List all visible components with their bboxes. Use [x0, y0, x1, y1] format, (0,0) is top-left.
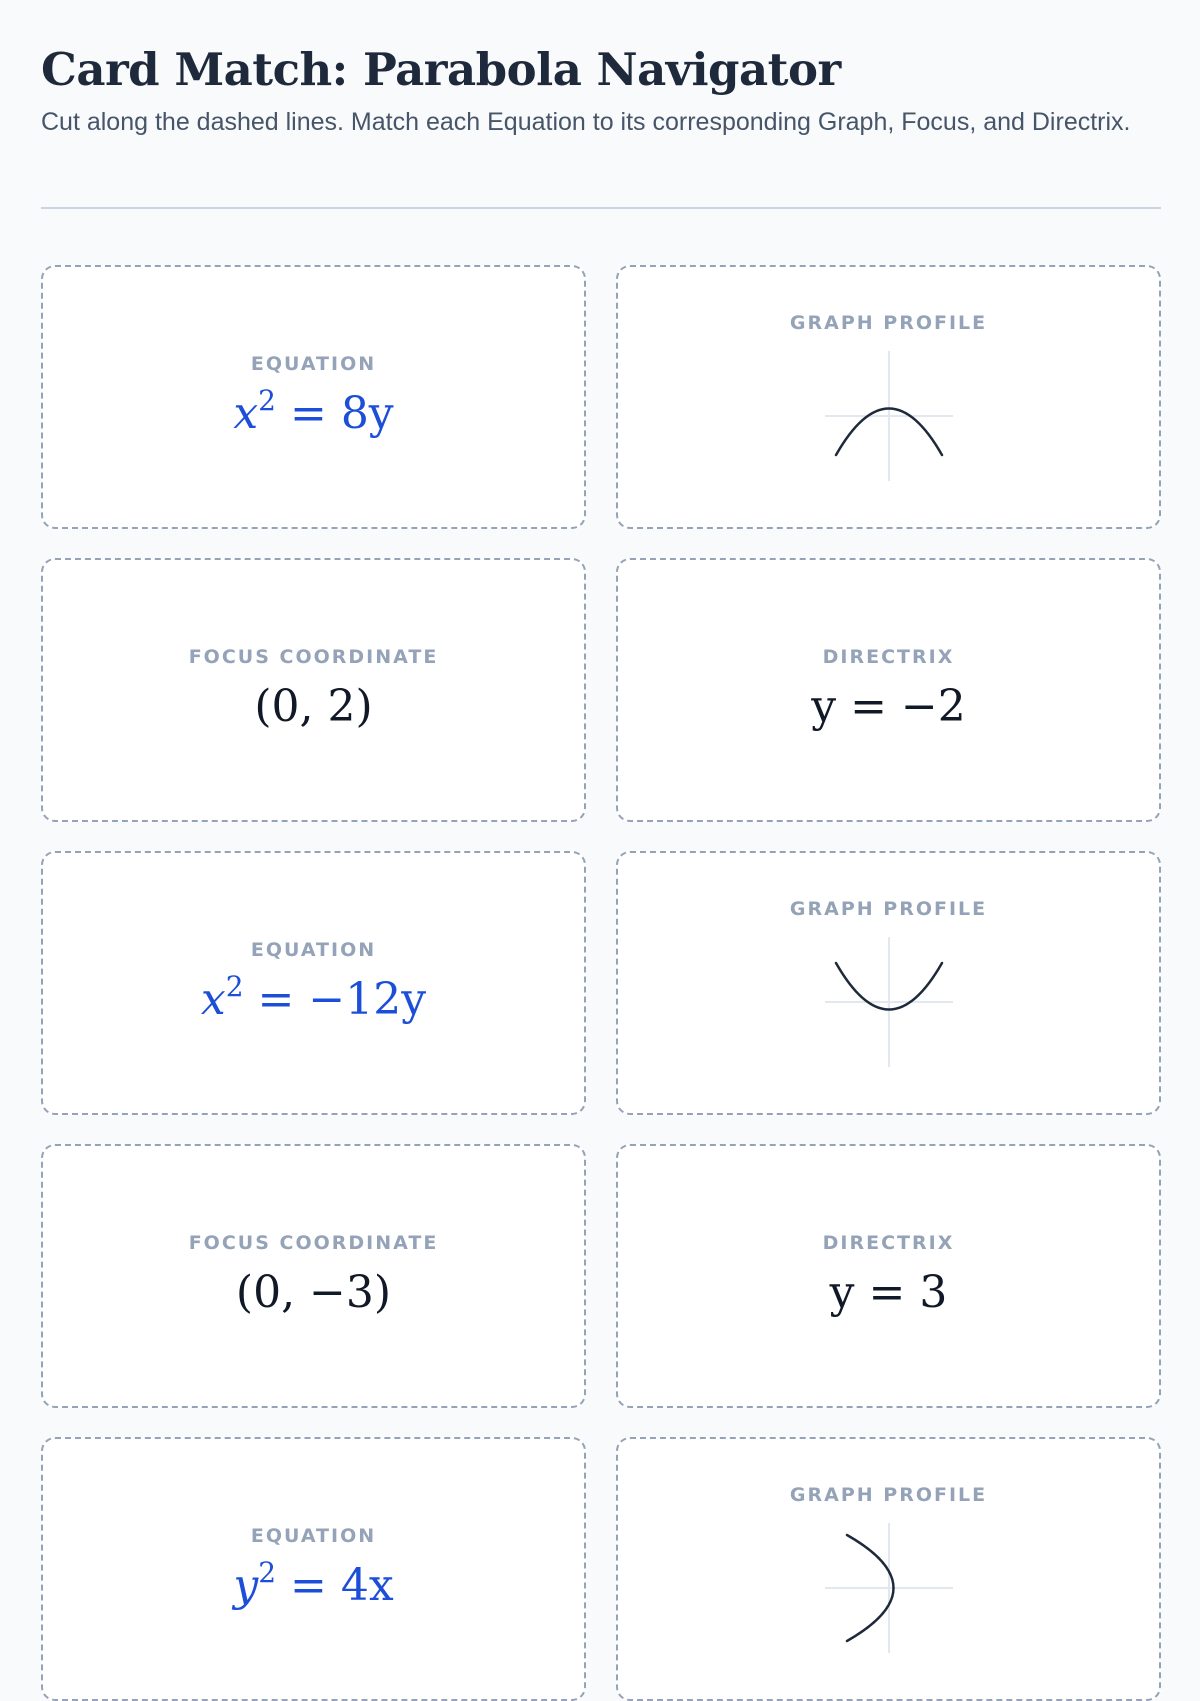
graph-card[interactable] [616, 265, 1161, 529]
worksheet-header [41, 40, 1161, 142]
card-label: EQUATION [250, 1525, 377, 1547]
focus-card[interactable] [41, 558, 586, 822]
equation-expression: $x^2 = -12y$ [200, 970, 427, 1025]
graph-card[interactable] [616, 851, 1161, 1115]
directrix-value: y = −2 [811, 681, 966, 732]
card-label: FOCUS COORDINATE [188, 646, 439, 668]
card-label: FOCUS COORDINATE [188, 1232, 439, 1254]
equation-exponent: 2 [225, 970, 244, 1003]
directrix-value: y = 3 [829, 1267, 948, 1318]
equation-exponent: 2 [258, 384, 276, 417]
card-label: GRAPH PROFILE [789, 312, 988, 334]
card-label: GRAPH PROFILE [789, 1484, 988, 1506]
equation-card[interactable] [41, 1437, 586, 1701]
equation-expression: $x^2 = 8y$ [233, 384, 394, 439]
parabola-graph-opens-down [819, 349, 959, 483]
equation-rhs: −12y [308, 974, 427, 1025]
card-label: DIRECTRIX [822, 1232, 955, 1254]
equation-expression: $y^2 = 4x$ [233, 1556, 394, 1611]
equation-rhs: 4x [340, 1560, 394, 1611]
equation-exponent: 2 [258, 1556, 277, 1589]
parabola-graph-opens-left [819, 1521, 959, 1655]
directrix-card[interactable] [616, 1144, 1161, 1408]
header-divider [41, 207, 1161, 209]
card-label: DIRECTRIX [822, 646, 955, 668]
equation-card[interactable] [41, 851, 586, 1115]
equation-variable: x [233, 388, 259, 439]
page-title: Card Match: Parabola Navigator [41, 43, 841, 96]
focus-card[interactable] [41, 1144, 586, 1408]
equation-card[interactable] [41, 265, 586, 529]
instructions-text: Cut along the dashed lines. Match each Equation to its corresponding Graph, Focus, and Directrix. [41, 108, 1131, 136]
graph-card[interactable] [616, 1437, 1161, 1701]
equation-rhs: 8y [340, 388, 394, 439]
equation-variable: x [200, 974, 226, 1025]
directrix-card[interactable] [616, 558, 1161, 822]
card-label: EQUATION [250, 939, 377, 961]
focus-value: (0, 2) [254, 681, 373, 732]
card-grid [41, 265, 1161, 1701]
focus-value: (0, −3) [235, 1267, 392, 1318]
card-label: EQUATION [250, 353, 377, 375]
equation-variable: y [233, 1560, 259, 1611]
card-label: GRAPH PROFILE [789, 898, 988, 920]
parabola-graph-opens-up [819, 935, 959, 1069]
